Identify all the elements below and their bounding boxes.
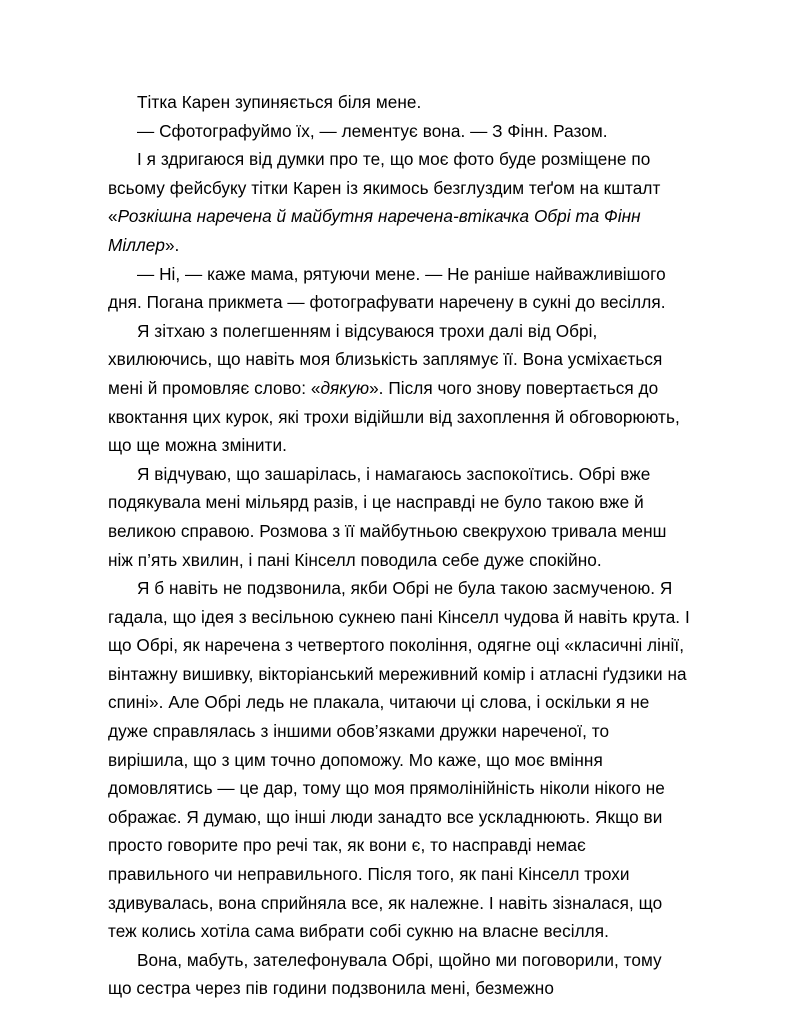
page-body: [108, 88, 690, 1003]
paragraph: Я відчуваю, що зашарілась, і намагаюсь заспокоїтись. Обрі вже подякувала мені мільярд разів, і це насправді не було такою вже й великою справою. Розмова з її майбутньою свекрухою тривала менш ніж п’ять хвилин, і пані Кінселл поводила себе дуже спокійно.: [108, 463, 667, 570]
paragraph: Вона, мабуть, зателефонувала Обрі, щойно ми поговорили, тому що сестра через пів години подзвонила мені, безмежно: [108, 949, 662, 999]
paragraph-text-part: ». Після чого знову повертається до квоктання цих курок, які трохи відійшли від захоплення й обговорюють, що ще можна змінити.: [108, 377, 680, 456]
paragraph-with-italic: [108, 145, 690, 259]
paragraph-text-part: І я здригаюся від думки про те, що моє фото буде розміщене по всьому фейсбуку тітки Карен із якимось безглуздим теґом на кшталт «: [108, 149, 661, 227]
paragraph-with-italic: [108, 317, 690, 460]
paragraph: Я б навіть не подзвонила, якби Обрі не була такою засмученою. Я гадала, що ідея з весільною сукнею пані Кінселл чудова й навіть крута. І що Обрі, як наречена з четвертого покоління, одягне оці «класичні лінії, вінтажну вишивку, вікторіанський мереживний комір і атласні ґудзики на спині». Але Обрі ледь не плакала, читаючи ці слова, і оскільки я не дуже справлялась з іншими обов’язками дружки нареченої, то вирішила, що з цим точно допоможу. Мо каже, що моє вміння домовлятись — це дар, тому що моя прямолінійність ніколи нікого не ображає. Я думаю, що інші люди занадто все ускладнюють. Якщо ви просто говорите про речі так, як вони є, то насправді немає правильного чи неправильного. Після того, як пані Кінселл трохи здивувалась, вона сприйняла все, як належне. І навіть зізналася, що теж колись хотіла сама вибрати собі сукню на власне весілля.: [108, 578, 690, 942]
paragraph-text-part: Я зітхаю з полегшенням і відсуваюся трохи далі від Обрі, хвилюючись, що навіть моя близькість заплямує її. Вона усміхається мені й промовляє слово: «: [108, 320, 663, 398]
italic-word: дякую: [320, 377, 370, 398]
paragraph-dialogue: — Ні, — каже мама, рятуючи мене. — Не раніше найважливішого дня. Погана прикмета — фотографувати наречену в сукні до весілля.: [108, 263, 666, 313]
paragraph: Тітка Карен зупиняється біля мене.: [137, 92, 422, 112]
italic-title: Розкішна наречена й майбутня наречена-втікачка Обрі та Фінн Міллер: [108, 206, 641, 255]
paragraph-dialogue: — Сфотографуймо їх, — лементує вона. — З Фінн. Разом.: [137, 120, 608, 141]
paragraph-text-part: ».: [164, 234, 180, 255]
